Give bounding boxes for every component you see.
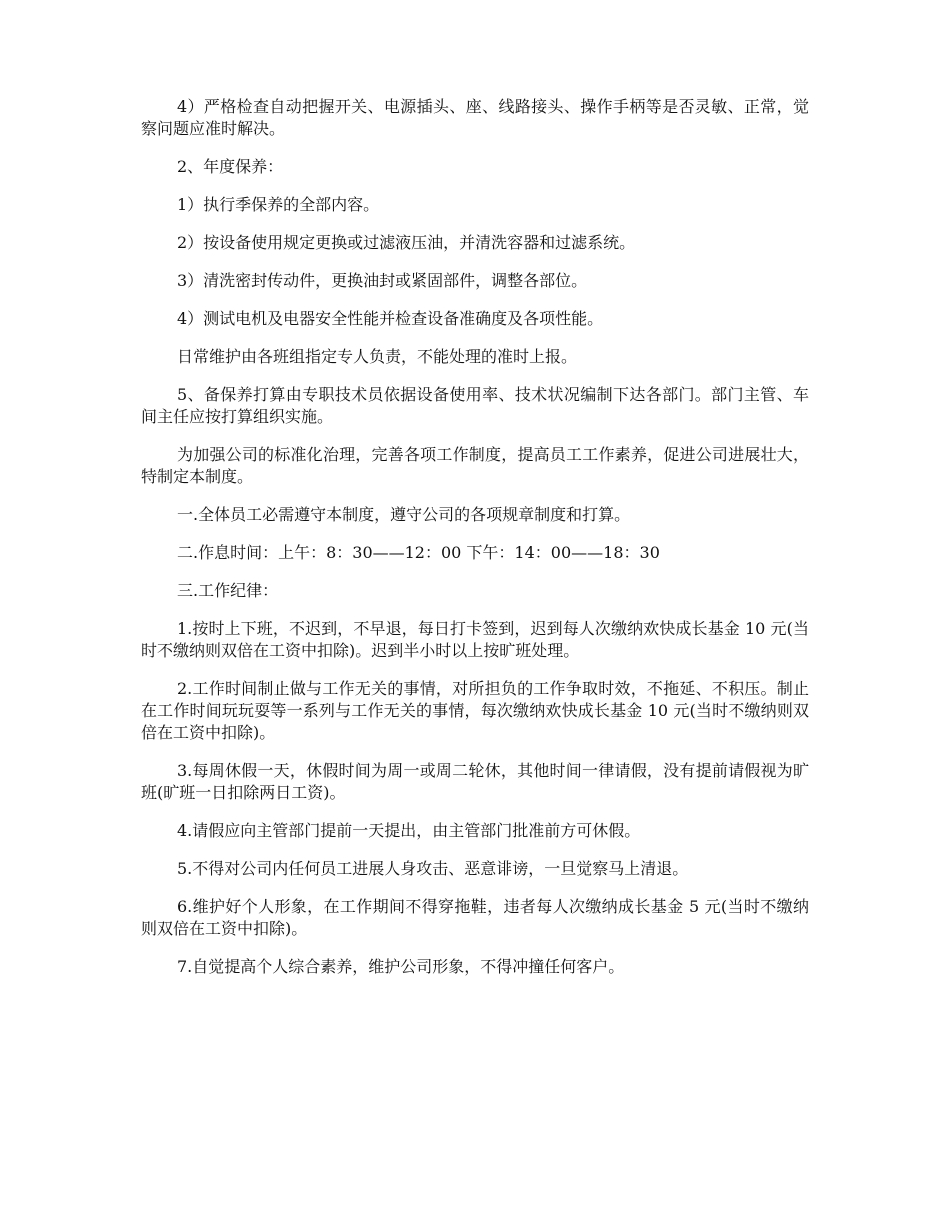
paragraph-annual-item-1: 1）执行季保养的全部内容。 xyxy=(177,195,380,214)
paragraph-annual-item-4: 4）测试电机及电器安全性能并检查设备准确度及各项性能。 xyxy=(177,309,604,328)
document-body xyxy=(141,96,809,994)
paragraph-regulation-intro: 为加强公司的标准化治理，完善各项工作制度，提高员工工作素养，促进公司进展壮大，特制定本制度。 xyxy=(141,445,809,486)
paragraph-daily-maintenance: 日常维护由各班组指定专人负责，不能处理的准时上报。 xyxy=(177,347,578,366)
paragraph-work-hours: 二.作息时间：上午：8：30——12：00 下午：14：00——18：30 xyxy=(177,543,660,562)
paragraph-discipline-5: 5.不得对公司内任何员工进展人身攻击、恶意诽谤，一旦觉察马上清退。 xyxy=(177,859,689,878)
paragraph-discipline-1: 1.按时上下班，不迟到，不早退，每日打卡签到，迟到每人次缴纳欢快成长基金 10 元(当时不缴纳则双倍在工资中扣除)。迟到半小时以上按旷班处理。 xyxy=(141,619,809,660)
paragraph-annual-maintenance-heading: 2、年度保养： xyxy=(177,157,284,176)
paragraph-discipline-heading: 三.工作纪律： xyxy=(177,581,279,600)
paragraph-annual-item-3: 3）清洗密封传动件，更换油封或紧固部件，调整各部位。 xyxy=(177,271,588,290)
paragraph-maintenance-plan: 5、备保养打算由专职技术员依据设备使用率、技术状况编制下达各部门。部门主管、车间主任应按打算组织实施。 xyxy=(141,385,809,426)
paragraph-discipline-4: 4.请假应向主管部门提前一天提出，由主管部门批准前方可休假。 xyxy=(177,821,641,840)
paragraph-discipline-3: 3.每周休假一天，休假时间为周一或周二轮休，其他时间一律请假，没有提前请假视为旷班(旷班一日扣除两日工资)。 xyxy=(141,761,809,802)
paragraph-annual-item-2: 2）按设备使用规定更换或过滤液压油，并清洗容器和过滤系统。 xyxy=(177,233,636,252)
paragraph-discipline-6: 6.维护好个人形象，在工作期间不得穿拖鞋，违者每人次缴纳成长基金 5 元(当时不缴纳则双倍在工资中扣除)。 xyxy=(141,897,809,938)
paragraph-discipline-2: 2.工作时间制止做与工作无关的事情，对所担负的工作争取时效，不拖延、不积压。制止在工作时间玩玩耍等一系列与工作无关的事情，每次缴纳欢快成长基金 10 元(当时不缴纳则双倍在工资中扣除)。 xyxy=(141,679,809,742)
paragraph-discipline-7: 7.自觉提高个人综合素养，维护公司形象，不得冲撞任何客户。 xyxy=(177,957,625,976)
paragraph-maintenance-check: 4）严格检查自动把握开关、电源插头、座、线路接头、操作手柄等是否灵敏、正常，觉察问题应准时解决。 xyxy=(141,97,809,138)
paragraph-rule-compliance: 一.全体员工必需遵守本制度，遵守公司的各项规章制度和打算。 xyxy=(177,505,631,524)
